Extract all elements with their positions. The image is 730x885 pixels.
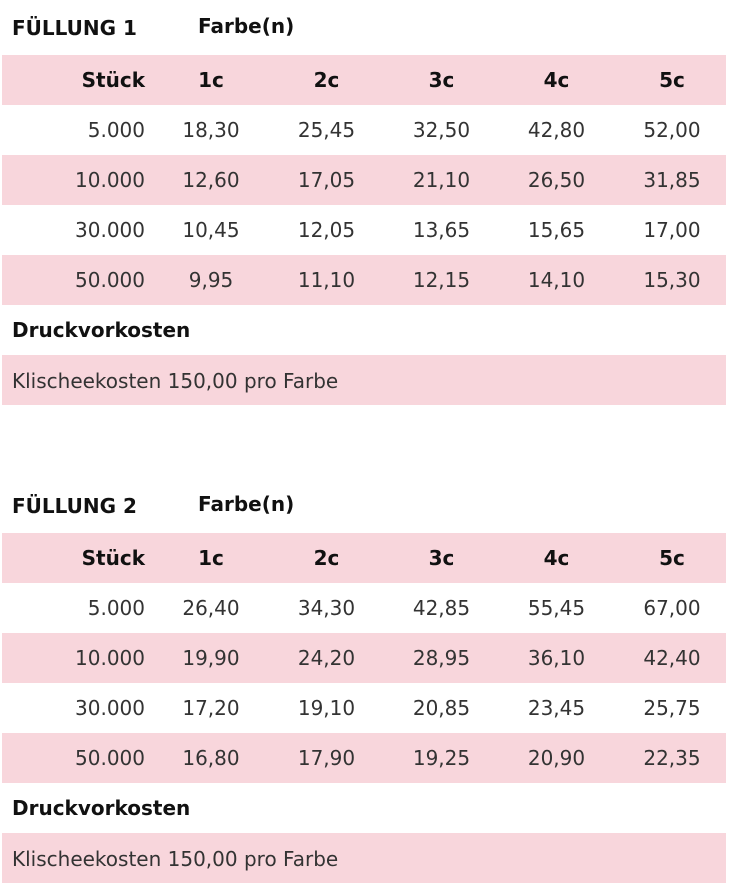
cell-quantity: 5.000	[87, 596, 145, 620]
cell-price-5c: 52,00	[643, 118, 701, 142]
cell-price-4c: 15,65	[527, 218, 586, 242]
section-subtitle: Farbe(n)	[198, 492, 295, 516]
cell-quantity: 5.000	[87, 118, 145, 142]
druckvorkosten-note	[2, 833, 726, 883]
cell-price-1c: 12,60	[182, 168, 240, 192]
header-cell-1c: 1c	[198, 546, 224, 570]
cell-price-2c: 25,45	[297, 118, 356, 142]
cell-price-3c: 42,85	[412, 596, 471, 620]
header-cell-3c: 3c	[428, 68, 455, 92]
klischeekosten-text: Klischeekosten 150,00 pro Farbe	[12, 847, 339, 871]
druckvorkosten-label: Druckvorkosten	[12, 318, 191, 342]
cell-price-5c: 42,40	[643, 646, 701, 670]
cell-price-4c: 42,80	[527, 118, 586, 142]
cell-price-3c: 13,65	[412, 218, 471, 242]
header-cell-stueck: Stück	[81, 546, 145, 570]
cell-price-5c: 67,00	[643, 596, 701, 620]
table-row	[2, 683, 726, 733]
cell-quantity: 10.000	[75, 646, 145, 670]
header-cell-2c: 2c	[313, 68, 340, 92]
cell-price-2c: 17,90	[297, 746, 356, 770]
table-row	[2, 105, 726, 155]
cell-price-2c: 11,10	[297, 268, 356, 292]
cell-quantity: 50.000	[75, 746, 145, 770]
cell-price-4c: 55,45	[527, 596, 586, 620]
table-row	[2, 155, 726, 205]
cell-quantity: 30.000	[75, 696, 145, 720]
cell-quantity: 30.000	[75, 218, 145, 242]
cell-price-1c: 9,95	[188, 268, 234, 292]
header-cell-4c: 4c	[543, 68, 570, 92]
cell-price-1c: 19,90	[182, 646, 240, 670]
cell-price-5c: 22,35	[643, 746, 701, 770]
table-header-row	[2, 55, 726, 105]
cell-price-1c: 16,80	[182, 746, 240, 770]
cell-price-2c: 34,30	[297, 596, 356, 620]
cell-price-2c: 12,05	[297, 218, 356, 242]
cell-price-2c: 24,20	[297, 646, 356, 670]
cell-price-5c: 25,75	[643, 696, 701, 720]
cell-price-3c: 32,50	[412, 118, 471, 142]
header-cell-3c: 3c	[428, 546, 455, 570]
cell-price-3c: 19,25	[412, 746, 471, 770]
cell-price-2c: 19,10	[297, 696, 356, 720]
cell-price-1c: 26,40	[182, 596, 240, 620]
header-cell-stueck: Stück	[81, 68, 145, 92]
cell-price-2c: 17,05	[297, 168, 356, 192]
cell-price-4c: 26,50	[527, 168, 586, 192]
cell-price-5c: 17,00	[643, 218, 701, 242]
section-header	[0, 490, 730, 520]
header-cell-5c: 5c	[659, 68, 685, 92]
cell-price-4c: 20,90	[527, 746, 586, 770]
cell-price-3c: 21,10	[412, 168, 471, 192]
table-row	[2, 205, 726, 255]
druckvorkosten-note	[2, 355, 726, 405]
header-cell-1c: 1c	[198, 68, 224, 92]
druckvorkosten-label: Druckvorkosten	[12, 796, 191, 820]
cell-price-3c: 12,15	[412, 268, 471, 292]
section-title: FÜLLUNG 1	[12, 16, 137, 40]
section-title: FÜLLUNG 2	[12, 494, 137, 518]
klischeekosten-text: Klischeekosten 150,00 pro Farbe	[12, 369, 339, 393]
section-subtitle: Farbe(n)	[198, 14, 295, 38]
cell-price-4c: 14,10	[527, 268, 586, 292]
table-row	[2, 583, 726, 633]
table-row	[2, 633, 726, 683]
cell-price-5c: 15,30	[643, 268, 701, 292]
table-header-row	[2, 533, 726, 583]
cell-price-1c: 17,20	[182, 696, 240, 720]
table-row	[2, 255, 726, 305]
cell-price-1c: 18,30	[182, 118, 240, 142]
cell-price-4c: 36,10	[527, 646, 586, 670]
header-cell-2c: 2c	[313, 546, 340, 570]
cell-quantity: 10.000	[75, 168, 145, 192]
section-header	[0, 12, 730, 42]
table-row	[2, 733, 726, 783]
header-cell-4c: 4c	[543, 546, 570, 570]
cell-price-5c: 31,85	[643, 168, 701, 192]
cell-quantity: 50.000	[75, 268, 145, 292]
header-cell-5c: 5c	[659, 546, 685, 570]
cell-price-1c: 10,45	[182, 218, 240, 242]
cell-price-3c: 28,95	[412, 646, 471, 670]
cell-price-4c: 23,45	[527, 696, 586, 720]
cell-price-3c: 20,85	[412, 696, 471, 720]
